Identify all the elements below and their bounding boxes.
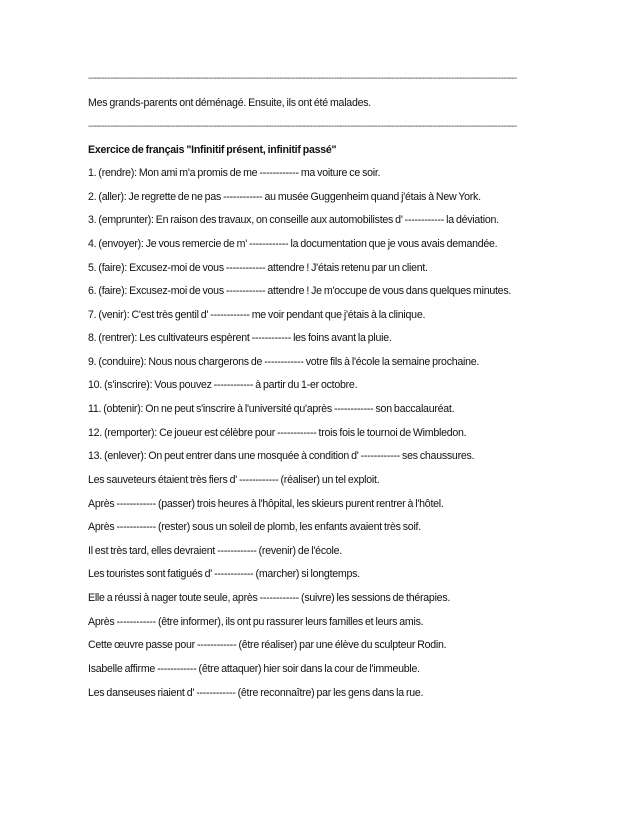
exercise-item: 10. (s'inscrire): Vous pouvez ------------ à partir du 1-er octobre. xyxy=(88,379,358,391)
exercise-title: Exercice de français "Infinitif présent, infinitif passé" xyxy=(88,144,337,156)
intro-sentence: Mes grands-parents ont déménagé. Ensuite, ils ont été malades. xyxy=(88,97,371,109)
exercise-item: 8. (rentrer): Les cultivateurs espèrent ------------ les foins avant la pluie. xyxy=(88,332,392,344)
exercise-sentence: Les sauveteurs étaient très fiers d' ------------ (réaliser) un tel exploit. xyxy=(88,474,380,486)
exercise-sentence: Après ------------ (passer) trois heures à l'hôpital, les skieurs purent rentrer à l'hôtel. xyxy=(88,498,444,510)
exercise-item: 13. (enlever): On peut entrer dans une mosquée à condition d' ------------ ses chaussures. xyxy=(88,450,475,462)
exercise-item: 4. (envoyer): Je vous remercie de m' ------------ la documentation que je vous avais demandée. xyxy=(88,238,498,250)
separator-bottom: ------------------------------------------------------------------------------------------------------------------------------------------------------------- xyxy=(88,121,517,132)
exercise-sentence: Les touristes sont fatigués d' ------------ (marcher) si longtemps. xyxy=(88,568,360,580)
exercise-sentence: Elle a réussi à nager toute seule, après ------------ (suivre) les sessions de thérapies. xyxy=(88,592,451,604)
exercise-sentence: Cette œuvre passe pour ------------ (être réaliser) par une élève du sculpteur Rodin. xyxy=(88,639,447,651)
exercise-item: 6. (faire): Excusez-moi de vous ------------ attendre ! Je m'occupe de vous dans quelques minutes. xyxy=(88,285,512,297)
exercise-item: 9. (conduire): Nous nous chargerons de ------------ votre fils à l'école la semaine prochaine. xyxy=(88,356,480,368)
exercise-sentence: Après ------------ (rester) sous un soleil de plomb, les enfants avaient très soif. xyxy=(88,521,421,533)
exercise-item: 11. (obtenir): On ne peut s'inscrire à l'université qu'après ------------ son baccalauréat. xyxy=(88,403,455,415)
exercise-item: 3. (emprunter): En raison des travaux, on conseille aux automobilistes d' ------------ la déviation. xyxy=(88,214,499,226)
exercise-sentence: Les danseuses riaient d' ------------ (être reconnaître) par les gens dans la rue. xyxy=(88,687,424,699)
separator-top: ------------------------------------------------------------------------------------------------------------------------------------------------------------- xyxy=(88,73,517,84)
exercise-item: 1. (rendre): Mon ami m'a promis de me ------------ ma voiture ce soir. xyxy=(88,167,381,179)
exercise-sentence: Il est très tard, elles devraient ------------ (revenir) de l'école. xyxy=(88,545,342,557)
exercise-sentence: Isabelle affirme ------------ (être attaquer) hier soir dans la cour de l'immeuble. xyxy=(88,663,420,675)
exercise-item: 2. (aller): Je regrette de ne pas ------------ au musée Guggenheim quand j'étais à New York. xyxy=(88,191,481,203)
exercise-item: 7. (venir): C'est très gentil d' ------------ me voir pendant que j'étais à la clinique. xyxy=(88,309,426,321)
exercise-item: 5. (faire): Excusez-moi de vous ------------ attendre ! J'étais retenu par un client. xyxy=(88,262,428,274)
exercise-sentence: Après ------------ (être informer), ils ont pu rassurer leurs familles et leurs amis. xyxy=(88,616,424,628)
exercise-item: 12. (remporter): Ce joueur est célèbre pour ------------ trois fois le tournoi de Wimbledon. xyxy=(88,427,467,439)
